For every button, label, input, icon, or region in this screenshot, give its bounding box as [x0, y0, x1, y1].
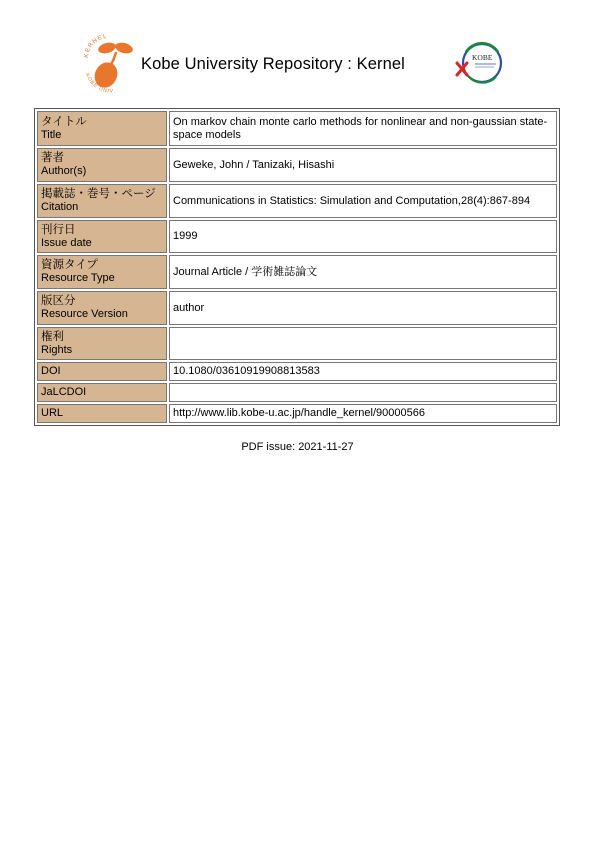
label-english: Resource Type	[41, 272, 115, 284]
metadata-row	[37, 327, 557, 360]
metadata-row	[37, 291, 557, 325]
metadata-table	[34, 108, 560, 426]
page-header	[80, 34, 520, 98]
label-english: JaLCDOI	[41, 386, 87, 398]
metadata-label	[37, 291, 167, 325]
label-english: Rights	[41, 343, 73, 356]
metadata-row	[37, 184, 557, 218]
metadata-label	[37, 111, 167, 146]
label-english: Issue date	[41, 236, 92, 249]
metadata-value: Journal Article / 学術雑誌論文	[169, 255, 557, 289]
metadata-value[interactable]: 10.1080/03610919908813583	[169, 362, 557, 381]
label-english: URL	[41, 407, 64, 419]
label-english: DOI	[41, 365, 61, 377]
svg-text:KOBE UNIV.: KOBE UNIV.	[84, 72, 117, 95]
metadata-label	[37, 327, 167, 360]
kobe-university-emblem-icon	[454, 42, 506, 86]
metadata-label	[37, 362, 167, 381]
metadata-row	[37, 362, 557, 381]
metadata-label	[37, 148, 167, 182]
metadata-value: Geweke, John / Tanizaki, Hisashi	[169, 148, 557, 182]
label-japanese: 刊行日	[41, 223, 76, 236]
metadata-row	[37, 255, 557, 289]
label-japanese: 著者	[41, 152, 64, 164]
kobe-logo-text: KOBE	[472, 53, 493, 62]
metadata-row	[37, 220, 557, 253]
metadata-value: On markov chain monte carlo methods for nonlinear and non-gaussian state-space models	[169, 111, 557, 146]
label-japanese: 掲載誌・巻号・ページ	[41, 188, 156, 200]
label-japanese: 権利	[41, 330, 64, 343]
metadata-value: author	[169, 291, 557, 325]
svg-text:KERNEL: KERNEL	[83, 34, 109, 59]
label-japanese: 版区分	[41, 295, 76, 307]
metadata-row	[37, 111, 557, 146]
kernel-sprout-logo-icon	[80, 34, 136, 98]
label-english: Resource Version	[41, 308, 128, 320]
metadata-value[interactable]: http://www.lib.kobe-u.ac.jp/handle_kernel/90000566	[169, 404, 557, 423]
label-english: Author(s)	[41, 165, 87, 177]
label-english: Citation	[41, 201, 79, 213]
metadata-value	[169, 327, 557, 360]
metadata-label	[37, 184, 167, 218]
metadata-row	[37, 383, 557, 402]
label-japanese: タイトル	[41, 115, 87, 128]
metadata-label	[37, 220, 167, 253]
label-japanese: 資源タイプ	[41, 259, 98, 271]
metadata-label	[37, 404, 167, 423]
metadata-row	[37, 404, 557, 423]
metadata-value: 1999	[169, 220, 557, 253]
repository-title: Kobe University Repository : Kernel	[141, 55, 405, 73]
metadata-value	[169, 383, 557, 402]
metadata-row	[37, 148, 557, 182]
metadata-value: Communications in Statistics: Simulation and Computation,28(4):867-894	[169, 184, 557, 218]
metadata-label	[37, 255, 167, 289]
label-english: Title	[41, 128, 62, 141]
metadata-label	[37, 383, 167, 402]
pdf-issue-date: PDF issue: 2021-11-27	[241, 441, 354, 453]
